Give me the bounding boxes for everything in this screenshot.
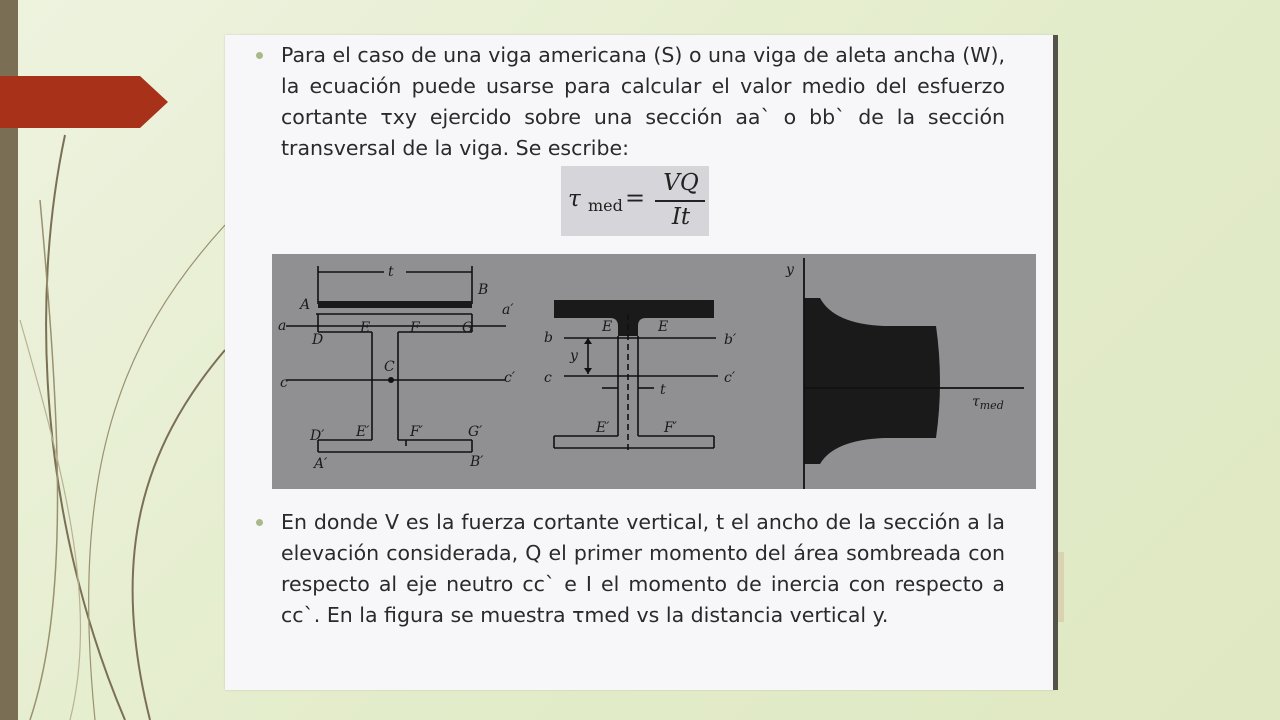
formula-tau: τ bbox=[568, 186, 581, 212]
shaded-flange-strip bbox=[318, 301, 472, 308]
label-F: F bbox=[410, 320, 420, 336]
label-F-prime: F′ bbox=[410, 424, 423, 440]
label-E: E bbox=[360, 320, 371, 336]
label-E3: E bbox=[658, 319, 669, 335]
label-c1: c bbox=[280, 375, 288, 391]
formula-numerator: VQ bbox=[663, 170, 699, 196]
formula-denominator: It bbox=[671, 204, 691, 230]
label-y: y bbox=[570, 348, 578, 364]
label-G: G bbox=[462, 320, 474, 336]
beam-shear-figure bbox=[272, 254, 1036, 489]
label-c-prime2: c′ bbox=[724, 370, 736, 386]
label-y-axis: y bbox=[786, 262, 794, 278]
paragraph-explanation: En donde V es la fuerza cortante vertical, t el ancho de la sección a la elevación considerada, Q el primer momento del área sombreada con respecto al eje neutro cc` e I el momento de inercia con respecto a cc`. En la figura se muestra τmed vs la distancia vertical y. bbox=[281, 510, 1005, 627]
label-E2: E bbox=[602, 319, 613, 335]
label-B: B bbox=[478, 282, 489, 298]
label-C: C bbox=[384, 359, 395, 375]
label-a: a bbox=[278, 318, 287, 334]
red-arrow-decor bbox=[0, 76, 168, 128]
label-c2: c bbox=[544, 370, 552, 386]
shear-formula bbox=[561, 166, 709, 236]
formula-equals: = bbox=[625, 184, 646, 212]
label-A-prime: A′ bbox=[314, 456, 328, 472]
label-E-prime2: E′ bbox=[596, 420, 610, 436]
label-D: D bbox=[312, 332, 324, 348]
bullet-dot bbox=[256, 52, 263, 59]
label-b-prime: b′ bbox=[724, 332, 737, 348]
label-D-prime: D′ bbox=[310, 428, 325, 444]
label-t2: t bbox=[660, 382, 666, 398]
bullet-dot bbox=[256, 519, 263, 526]
label-t1: t bbox=[388, 264, 394, 280]
label-A: A bbox=[300, 297, 311, 313]
label-a-prime: a′ bbox=[502, 302, 514, 318]
label-tau-sub: med bbox=[979, 399, 1004, 412]
paragraph-intro: Para el caso de una viga americana (S) o una viga de aleta ancha (W), la ecuación puede usarse para calcular el valor medio del esfuerzo cortante τxy ejercido sobre una sección aa` o bb` de la sección transversal de la viga. Se escribe: bbox=[281, 43, 1005, 160]
label-B-prime: B′ bbox=[470, 454, 484, 470]
label-tau-symbol: τ bbox=[972, 394, 980, 410]
label-c-prime1: c′ bbox=[504, 370, 516, 386]
formula-fraction-bar bbox=[655, 200, 705, 202]
formula-subscript: med bbox=[588, 196, 623, 215]
panel-right-edge bbox=[1053, 35, 1058, 690]
label-F-prime2: F′ bbox=[664, 420, 677, 436]
right-decor-tab bbox=[1058, 552, 1064, 622]
label-E-prime: E′ bbox=[356, 424, 370, 440]
label-b: b bbox=[544, 330, 553, 346]
label-G-prime: G′ bbox=[468, 424, 483, 440]
content-panel bbox=[225, 35, 1055, 690]
